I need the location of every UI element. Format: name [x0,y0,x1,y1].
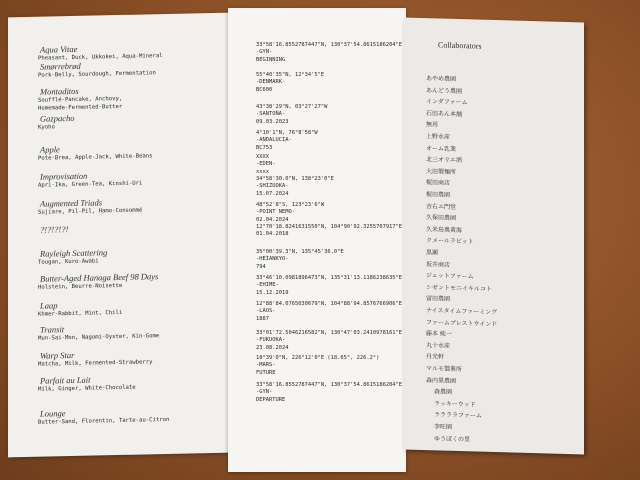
collaborator-name: 丹光軒 [426,353,445,361]
collaborator-name: 大田製麺所 [426,167,457,176]
course-description: Pork-Belly, Sourdough, Fermentation [38,70,156,79]
location-entry [256,275,406,297]
course-name: Augmented Triads [40,197,103,209]
collaborator-name: 久米島奥黄海 [426,225,463,234]
location-line: 09.03.2023 [256,118,289,125]
location-line: 33°58'16.8552787447"N, 130°37'54.8615186204"E [256,42,403,48]
location-line: 02.04.2024 [256,216,289,223]
location-line: -DENMARK- [256,79,286,86]
course-name: Aqua Vitae [40,43,78,55]
collaborator-name: ラッキーウッド [434,400,476,409]
course-name: Rayleigh Scattering [40,247,108,259]
collaborator-name: シゼントモニイキルコト [426,283,492,293]
course-description: Apri-Ika, Green-Tea, Kinshi-Uri [38,180,143,189]
location-entry [256,42,406,64]
location-line: -LAOS- [256,308,276,315]
collaborator-name: クメールラビット [426,237,474,246]
collaborators-title: Collaborators [438,40,482,51]
location-line: 43°38'29"N, 03°27'27"W [256,104,328,110]
location-line: -SHIZUOKA- [256,183,289,190]
collaborator-name: ゆうぼくの里 [434,434,471,443]
collaborator-name: マルモ製菓所 [426,365,463,374]
course-description: Matcha, Milk, Fermented-Strawberry [38,359,153,368]
collaborator-name: 李旺園 [434,423,453,431]
collaborator-name: 森農園 [434,388,453,397]
location-entry [256,202,406,224]
location-line: -EDEN- [256,161,276,168]
location-entry [256,154,406,176]
location-line: 48°52'8"S, 123°23'6"W [256,202,325,208]
location-entry [256,382,406,404]
course-description: Khmer-Rabbit, Mint, Chili [38,309,123,318]
course-description: Pheasant, Duck, Ukkokei, Aqua-Mineral [38,53,163,62]
course-name: Lounge [40,408,66,419]
collaborator-name: 梶田商店 [426,179,451,188]
location-line: 35°00'39.3"N, 135°45'36.0"E [256,249,344,255]
course-item [40,141,230,163]
location-line: xxxx [256,168,269,175]
course-name: Improvisation [40,170,88,182]
collaborator-name: 森内果農園 [426,376,457,385]
course-name: Apple [40,144,60,155]
course-item [40,270,230,292]
course-description: Pote-Brea, Apple-Jack, White-Beans [38,153,153,162]
course-name: Parfait au Lait [40,374,91,386]
location-line: 33°58'16.8552787447"N, 130°37'54.8615186204"E [256,382,403,388]
course-name: Butter-Aged Hanaga Beef 98 Days [40,271,159,284]
course-description: Soufflé-Pancake, Anchovy, [38,95,123,104]
collaborator-name: 石田あん本舗 [426,109,463,118]
location-line: DEPARTURE [256,396,286,403]
location-entry [256,330,406,352]
collaborator-name: 黒瀬 [426,249,439,257]
location-entry [256,355,406,377]
collaborator-name: あやめ農園 [426,75,457,83]
collaborator-name: 富田農園 [426,295,451,304]
collaborator-name: 吉右エ門堂 [426,202,457,211]
course-name: ?!?!?!?! [40,224,69,235]
collaborator-name: 上野水産 [426,133,451,141]
location-entry [256,72,406,94]
location-line: 33°46'10.0981896473"N, 135°31'13.1186238635"E [256,275,403,281]
location-entry [256,104,406,126]
location-line: 4°10'1"N, 76°8'58"W [256,130,318,136]
location-line: -HEIANKYO- [256,256,289,263]
location-line: 55°40'35"N, 12°34'5"E [256,72,325,78]
location-line: 794 [256,263,266,270]
course-item [40,405,230,427]
course-description: Tougan, Kuro-Awabi [38,258,99,266]
menu-left-panel [8,13,230,458]
location-line: -EHIME- [256,282,279,289]
course-item [40,83,230,113]
location-line: 12°88'84.0765030679"N, 104°88'94.8576766906"E [256,301,403,307]
course-description: Kyoho [38,124,55,131]
collaborator-name: あんどう農園 [426,86,463,95]
location-line: BEGINNING [256,56,286,63]
course-item [40,372,230,394]
course-name: Warp Star [40,349,75,361]
location-line: BC753 [256,144,273,151]
menu-middle-panel [228,8,406,472]
location-line: XXXX [256,154,269,160]
menu-right-panel [404,17,584,454]
location-entry [256,301,406,323]
course-description: Mun-Sai-Mon, Nagomi-Oyster, Kin-Gome [38,333,160,342]
course-description: Sujiare, Pil-Pil, Hamo-Consommé [38,207,143,216]
course-name: Laap [40,300,58,311]
location-line: 1887 [256,315,269,322]
collaborator-name: インダファーム [426,98,468,107]
course-item [40,347,230,369]
location-entry [256,176,406,198]
location-line: BC600 [256,86,273,93]
location-line: 15.12.2019 [256,289,289,296]
course-item [40,297,230,319]
collaborator-name: 坂井商店 [426,260,451,269]
collaborator-name: オーム乳業 [426,144,457,153]
location-line: 23.08.2024 [256,344,289,351]
collaborator-name: 無用 [426,121,439,129]
course-name: Gazpacho [40,112,75,124]
location-line: -GYN- [256,49,273,56]
collaborator-name: 丸十水産 [426,341,451,350]
location-line: 01.04.2018 [256,231,289,238]
course-description: Butter-Sand, Florentin, Tarte-au-Citron [38,416,170,426]
course-item [40,195,230,217]
location-line: -POINT NEMO- [256,209,295,216]
course-name: Smørrebrød [40,60,81,72]
location-entry [256,249,406,271]
course-item [40,321,230,343]
course-description: Milk, Ginger, White-Chocolate [38,384,136,393]
location-line: -ANDALUCIA- [256,137,292,144]
location-line: FUTURE [256,369,276,376]
collaborator-name: ナイスタイムファーミング [426,307,498,317]
course-item [40,168,230,190]
location-line: -SANTOÑA- [256,111,286,118]
collaborator-name: 梶田農園 [426,191,451,199]
location-line: -GYN- [256,389,273,396]
course-description: Holstein, Beurre-Noisette [38,282,123,291]
collaborator-name: ジェットファーム [426,272,474,281]
course-item [40,245,230,267]
course-name: Montaditos [40,85,79,97]
course-item [40,221,230,235]
course-name: Transit [40,324,65,335]
location-line: 34°58'30.0"N, 138°23'0"E [256,176,334,182]
course-item [40,58,230,80]
collaborator-name: 藤本 純一 [426,330,452,339]
collaborator-name: 久保田農園 [426,214,457,223]
location-line: -FUKUOKA- [256,337,286,344]
course-item [40,110,230,132]
location-line: 18°39'0"N, 226°12'0"E (18.65°, 226.2°) [256,355,380,361]
location-entry [256,224,406,239]
location-line: 33°01'72.5046216582"N, 130°47'03.2410978161"E [256,330,403,336]
location-line: 12°70'18.8241631550"N, 104°90'92.3255707917"E [256,224,403,230]
location-entry [256,130,406,152]
course-description: Homemade-Fermented-Butter [38,103,123,112]
collaborator-name: ファームブレストウインド [426,318,498,328]
collaborator-name: 北三オリエ酒 [426,156,462,165]
location-line: 15.07.2024 [256,190,289,197]
location-line: -MARS- [256,362,276,369]
collaborator-name: ララララファーム [434,411,482,421]
